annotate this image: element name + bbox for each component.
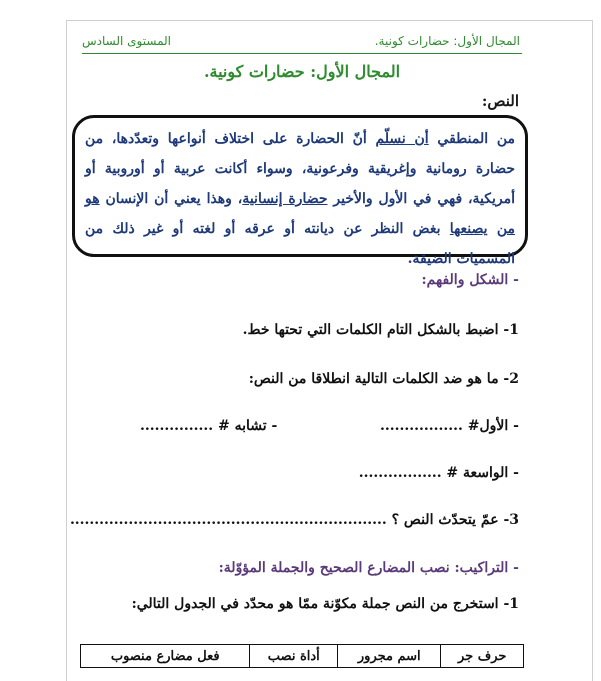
page-header	[82, 34, 520, 54]
underlined-word: يصنعها	[449, 221, 488, 237]
passage-segment: ، وهذا يعني أن الإنسان	[99, 191, 243, 207]
underlined-word: حضارة إنسانية	[242, 191, 328, 207]
blank-antonym-3: - الواسعة # .................	[358, 465, 519, 481]
passage-segment: أنّ الحضارة على اختلاف أنواعها وتعدّدها، من حضارة رومانية وإغريقية وفرعونية، وسواء أكانت عربية أو أوروبية أو أمريكية، فهي في الأول والأخير	[85, 131, 515, 207]
passage-segment	[488, 221, 497, 237]
section-form-heading: - الشكل والفهم:	[421, 272, 519, 288]
header-level: المستوى السادس	[82, 34, 172, 48]
header-domain: المجال الأول: حضارات كونية.	[374, 34, 520, 48]
passage-segment: من المنطقي	[428, 131, 515, 147]
answer-table	[80, 644, 524, 668]
section-syntax-heading: - التراكيب: نصب المضارع الصحيح والجملة المؤوّلة:	[218, 560, 519, 576]
table-header-row	[81, 645, 524, 668]
blank-antonym-1: - الأول# .................	[380, 418, 519, 434]
table-header-cell: حرف جر	[441, 645, 524, 668]
header-divider	[82, 53, 522, 54]
table-header-cell: فعل مضارع منصوب	[81, 645, 250, 668]
blank-antonym-2: - تشابه # ...............	[140, 418, 278, 434]
question-2: 2- ما هو ضد الكلمات التالية انطلاقا من النص:	[248, 371, 519, 387]
passage-text	[85, 124, 515, 274]
underlined-word: هو من	[85, 191, 515, 237]
text-label: النص:	[481, 92, 519, 110]
table-header-cell: اسم مجرور	[338, 645, 441, 668]
table-header-cell: أداة نصب	[250, 645, 338, 668]
question-3: 3- عمّ يتحدّث النص ؟ .................................................................	[69, 512, 519, 528]
question-4: 1- استخرج من النص جملة مكوّنة ممّا هو محدّد في الجدول التالي:	[131, 596, 519, 612]
page-title: المجال الأول: حضارات كونية.	[203, 62, 401, 81]
question-1: 1- اضبط بالشكل التام الكلمات التي تحتها خط.	[242, 322, 519, 338]
passage-segment: بغض النظر عن ديانته أو عرقه أو لغته أو غير ذلك من المسميات الضيقة.	[85, 221, 515, 267]
underlined-word: أن نسلّم	[375, 131, 429, 147]
passage-box	[72, 115, 528, 267]
